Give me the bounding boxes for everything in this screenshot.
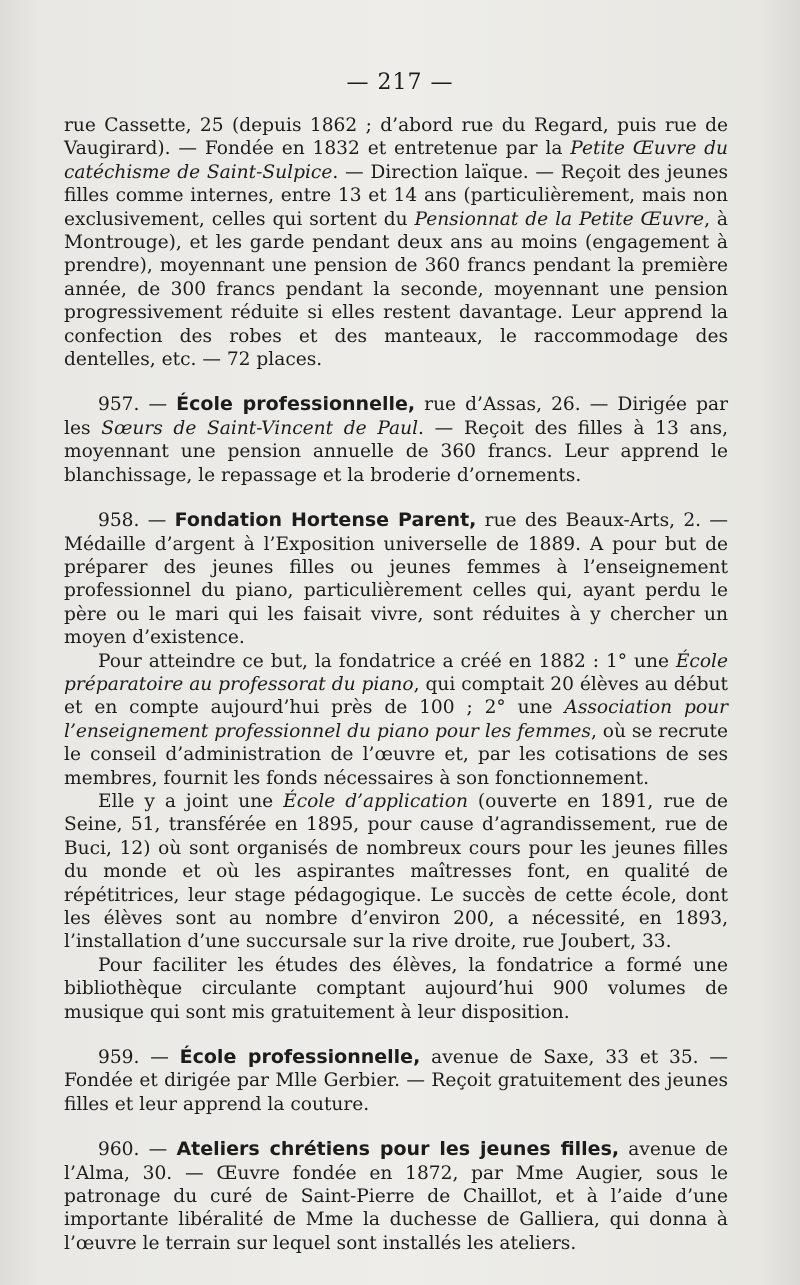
body-text: rue d’Assas, 26. — Dirigée par les [64, 394, 728, 439]
entry-paragraph [64, 393, 728, 487]
body-text: rue Cassette, 25 (depuis 1862 ; d’abord rue du Regard, puis rue de Vaugirard). — Fondée en 1832 et entretenue par la [64, 115, 728, 160]
body-text: , à Montrouge), et les garde pendant deux ans au moins (engagement à prendre), moyennant une pension de 360 francs pendant la première année, de 300 francs pendant la seconde, moyennant une pension progressivement réduite si elles restent davantage. Leur apprend la confection des robes et des manteaux, le raccommodage des dentelles, etc. — 72 places. [64, 208, 728, 371]
body-text: avenue de Saxe, 33 et 35. — Fondée et dirigée par Mlle Gerbier. — Reçoit gratuitement des jeunes filles et leur apprend la couture. [64, 1047, 728, 1115]
italic-text: École d’application [283, 790, 468, 812]
paragraph [64, 114, 728, 371]
body-text: — [139, 1047, 180, 1069]
body-text: Pour atteindre ce but, la fondatrice a créé en 1882 : 1° une [98, 650, 676, 672]
entry-heading: École professionnelle, [176, 393, 416, 416]
italic-text: Association pour l’enseignement professionnel du piano pour les femmes [64, 697, 728, 742]
paragraph [64, 790, 728, 954]
entry-heading: Fondation Hortense Parent, [174, 509, 477, 532]
body-text: Elle y a joint une [98, 790, 284, 812]
body-text: — [139, 1139, 177, 1161]
entry-heading: École professionnelle, [179, 1046, 421, 1069]
body-text: — [139, 510, 175, 532]
body-text: , où se recrute le conseil d’administration de l’œuvre et, par les cotisations de ses membres, fournit les fonds nécessaires à son fonctionnement. [64, 720, 728, 789]
body-text: . — Reçoit des filles à 13 ans, moyennant une pension annuelle de 360 francs. Leur apprend le blanchissage, le repassage et la broderie d’ornements. [64, 417, 728, 486]
page-text [64, 114, 728, 1255]
entry-paragraph [64, 1046, 728, 1116]
body-text: (ouverte en 1891, rue de Seine, 51, transférée en 1895, pour cause d’agrandissement, rue de Buci, 12) où sont organisés de nombreux cours pour les jeunes filles du monde et où les aspirantes maîtresses font, en qualité de répétitrices, leur stage pédagogique. Le succès de cette école, dont les élèves sont au nombre d’environ 200, a nécessité, en 1893, l’installation d’une succursale sur la rive droite, rue Joubert, 33. [64, 790, 728, 953]
page-number: — 217 — [346, 70, 454, 95]
entry-number: 960. [98, 1139, 140, 1161]
entry-number: 957. [98, 394, 140, 416]
paragraph [64, 650, 728, 790]
italic-text: Petite Œuvre du catéchisme de Saint-Sulpice [64, 138, 728, 183]
body-text: , qui comptait 20 élèves au début et en compte aujourd’hui près de 100 ; 2° une [64, 673, 728, 719]
entry-number: 958. [98, 510, 140, 532]
italic-text: Sœurs de Saint-Vincent de Paul [101, 417, 419, 439]
italic-text: École préparatoire au professorat du piano [64, 650, 728, 695]
body-text: Pour faciliter les études des élèves, la fondatrice a formé une bibliothèque circulante comptant aujourd’hui 900 volumes de musique qui sont mis gratuitement à leur disposition. [64, 954, 728, 1023]
body-text: avenue de l’Alma, 30. — Œuvre fondée en 1872, par Mme Augier, sous le patronage du curé de Saint-Pierre de Chaillot, et à l’aide d’une importante libéralité de Mme la duchesse de Galliera, qui donna à l’œuvre le terrain sur lequel sont installés les ateliers. [64, 1139, 728, 1254]
italic-text: Pensionnat de la Petite Œuvre [414, 208, 705, 230]
entry-paragraph [64, 509, 728, 649]
body-text: — [139, 394, 177, 416]
entry-paragraph [64, 1138, 728, 1255]
paragraph [64, 954, 728, 1024]
entry-heading: Ateliers chrétiens pour les jeunes filles, [176, 1138, 620, 1161]
entry-number: 959. [98, 1047, 140, 1069]
body-text: . — Direction laïque. — Reçoit des jeunes filles comme internes, entre 13 et 14 ans (particulièrement, mais non exclusivement, celles qui sortent du [64, 161, 729, 230]
body-text: rue des Beaux-Arts, 2. — Médaille d’argent à l’Exposition universelle de 1889. A pour but de préparer des jeunes filles ou jeunes femmes à l’enseignement professionnel du piano, particulièrement celles qui, ayant perdu le père ou le mari qui les faisait vivre, sont réduites à y chercher un moyen d’existence. [64, 510, 728, 649]
